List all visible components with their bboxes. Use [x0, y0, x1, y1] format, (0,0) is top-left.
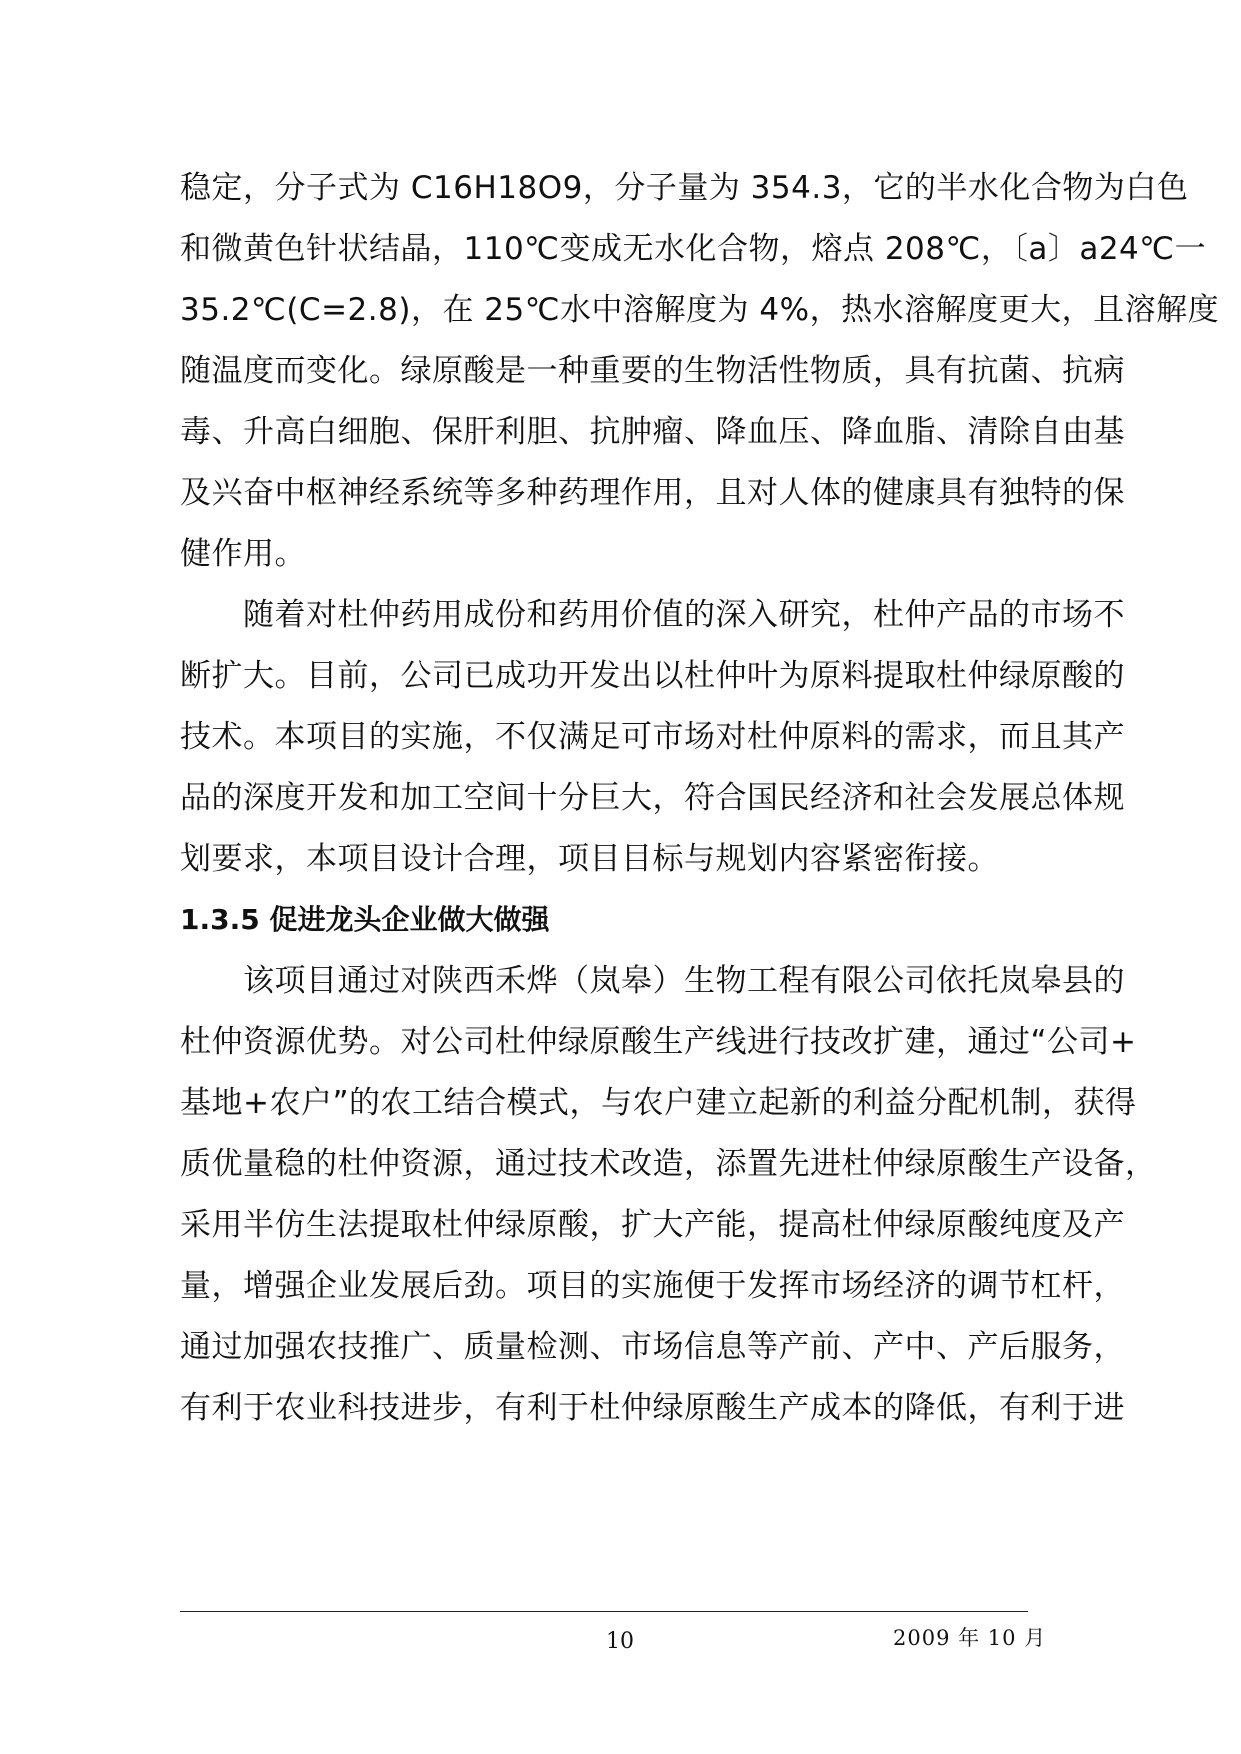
body-line: 基地+农户”的农工结合模式，与农户建立起新的利益分配机制，获得	[180, 1085, 1137, 1121]
body-line: 毒、升高白细胞、保肝利胆、抗肿瘤、降血压、降血脂、清除自由基	[180, 414, 1125, 450]
body-line: 随温度而变化。绿原酸是一种重要的生物活性物质，具有抗菌、抗病	[180, 353, 1125, 389]
page-number: 10	[606, 1629, 634, 1654]
body-line: 35.2℃(C=2.8)，在 25℃水中溶解度为 4%，热水溶解度更大，且溶解度	[180, 292, 1220, 328]
body-line: 量，增强企业发展后劲。项目的实施便于发挥市场经济的调节杠杆，	[180, 1268, 1125, 1304]
body-line: 稳定，分子式为 C16H18O9，分子量为 354.3，它的半水化合物为白色	[180, 170, 1189, 206]
footer-date: 2009 年 10 月	[893, 1626, 1047, 1650]
body-line: 质优量稳的杜仲资源，通过技术改造，添置先进杜仲绿原酸生产设备，	[180, 1146, 1157, 1182]
body-line: 品的深度开发和加工空间十分巨大，符合国民经济和社会发展总体规	[180, 780, 1125, 816]
body-line: 随着对杜仲药用成份和药用价值的深入研究，杜仲产品的市场不	[180, 597, 1125, 633]
body-line: 技术。本项目的实施，不仅满足可市场对杜仲原料的需求，而且其产	[180, 719, 1125, 755]
body-line: 划要求，本项目设计合理，项目目标与规划内容紧密衔接。	[180, 841, 999, 877]
body-line: 断扩大。目前，公司已成功开发出以杜仲叶为原料提取杜仲绿原酸的	[180, 658, 1125, 694]
body-line: 健作用。	[180, 536, 306, 572]
body-line: 及兴奋中枢神经系统等多种药理作用，且对人体的健康具有独特的保	[180, 475, 1125, 511]
body-line: 通过加强农技推广、质量检测、市场信息等产前、产中、产后服务，	[180, 1329, 1125, 1365]
section-heading: 1.3.5 促进龙头企业做大做强	[180, 903, 550, 936]
body-line: 和微黄色针状结晶，110℃变成无水化合物，熔点 208℃，〔a〕a24℃一	[180, 231, 1207, 267]
body-line: 采用半仿生法提取杜仲绿原酸，扩大产能，提高杜仲绿原酸纯度及产	[180, 1207, 1125, 1243]
body-line: 杜仲资源优势。对公司杜仲绿原酸生产线进行技改扩建，通过“公司+	[180, 1024, 1137, 1060]
body-line: 有利于农业科技进步，有利于杜仲绿原酸生产成本的降低，有利于进	[180, 1390, 1125, 1426]
footer-divider	[180, 1611, 1028, 1612]
body-line: 该项目通过对陕西禾烨（岚皋）生物工程有限公司依托岚皋县的	[180, 963, 1125, 999]
